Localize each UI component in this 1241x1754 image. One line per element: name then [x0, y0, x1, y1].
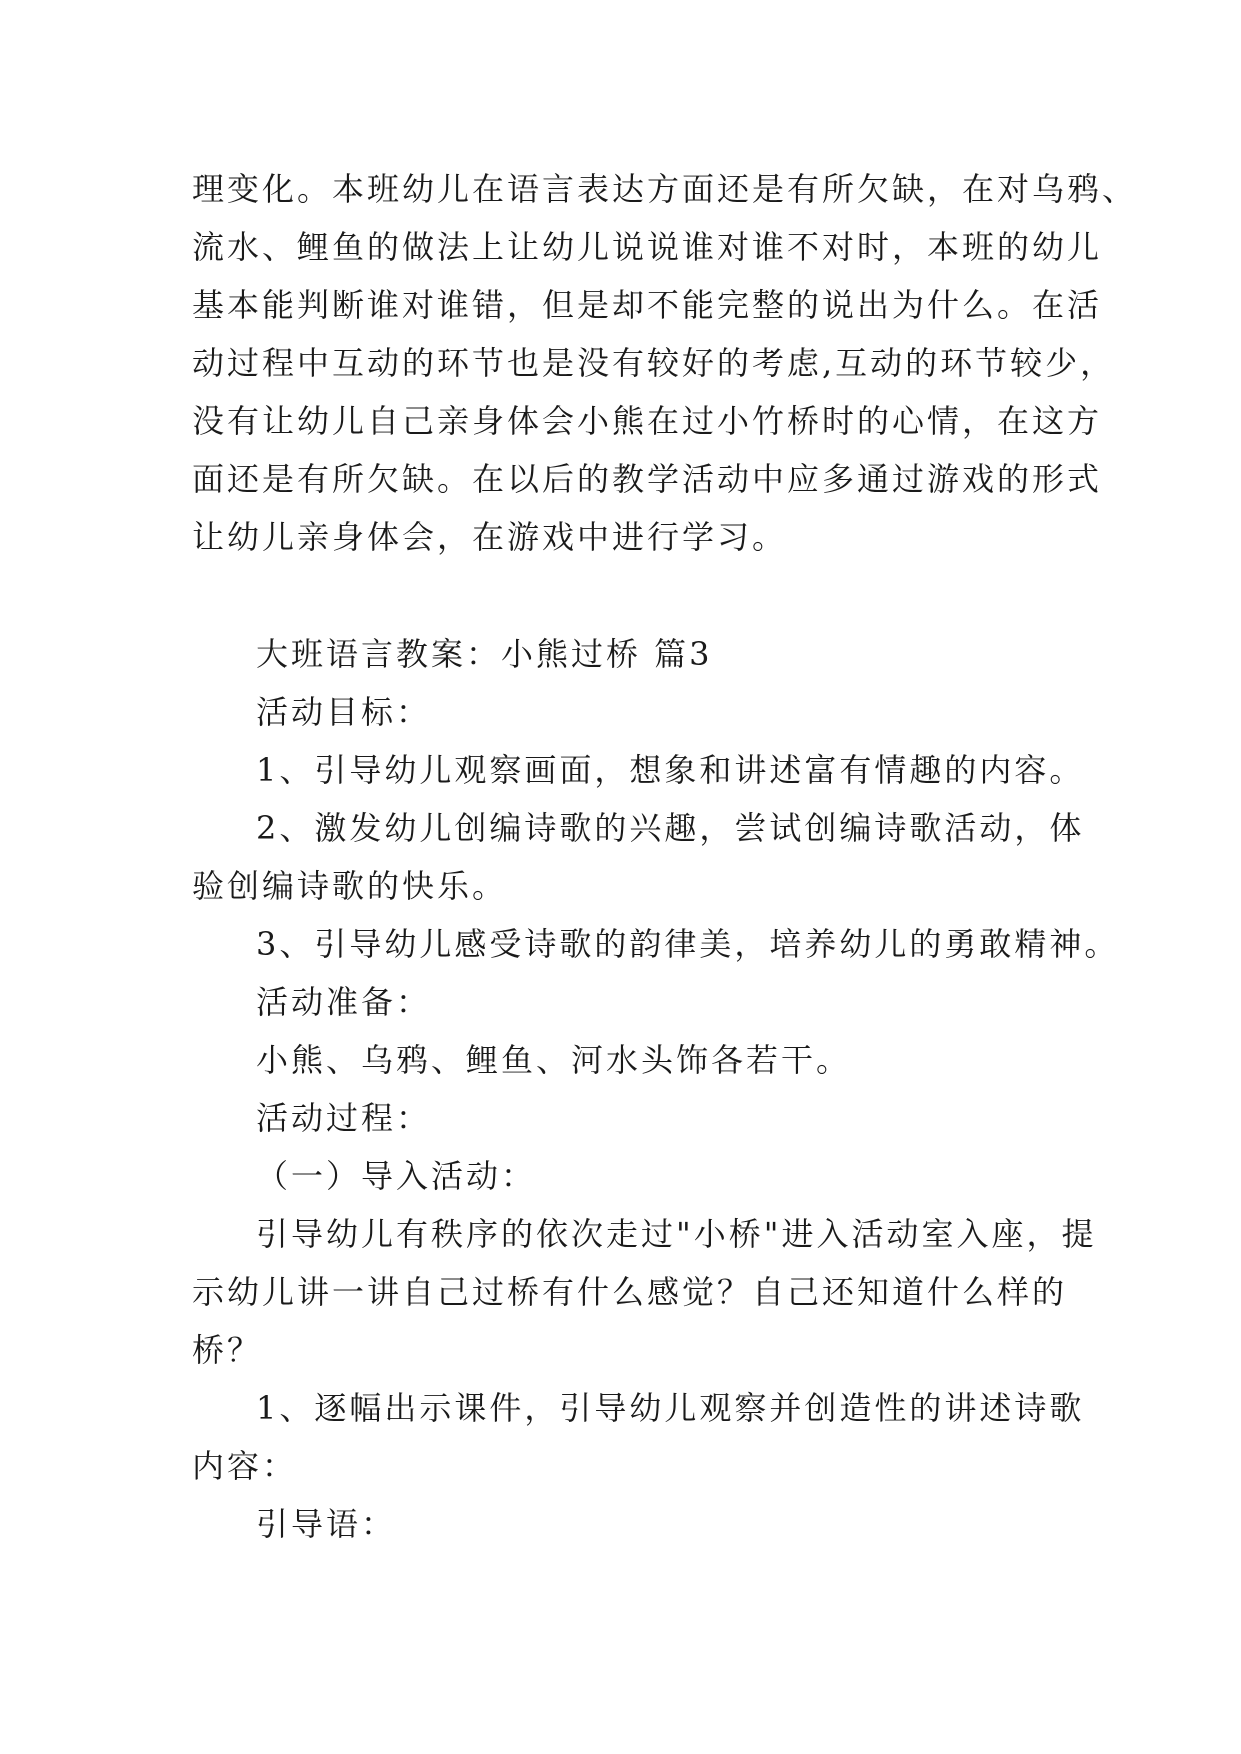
text-line: 让幼儿亲身体会，在游戏中进行学习。 — [192, 518, 788, 556]
continuation-paragraph — [192, 160, 1138, 566]
prep-text: 小熊、乌鸦、鲤鱼、河水头饰各若干。 — [256, 1041, 852, 1079]
text-line: 基本能判断谁对谁错，但是却不能完整的说出为什么。在活 — [192, 286, 1103, 324]
text-line: 理变化。本班幼儿在语言表达方面还是有所欠缺，在对乌鸦、 — [192, 170, 1138, 208]
process-heading: 活动过程： — [256, 1099, 432, 1137]
text-line: 动过程中互动的环节也是没有较好的考虑,互动的环节较少， — [192, 344, 1116, 382]
prep-heading: 活动准备： — [256, 983, 432, 1021]
goals-heading: 活动目标： — [256, 693, 432, 731]
text-line: 没有让幼儿自己亲身体会小熊在过小竹桥时的心情，在这方 — [192, 402, 1103, 440]
section-title: 大班语言教案：小熊过桥 篇3 — [256, 635, 713, 673]
guide-heading: 引导语： — [256, 1505, 397, 1543]
step-1-heading: （一）导入活动： — [256, 1157, 537, 1195]
lesson-section — [192, 625, 1120, 1553]
text-line: 面还是有所欠缺。在以后的教学活动中应多通过游戏的形式 — [192, 460, 1103, 498]
item-1-text: 1、逐幅出示课件，引导幼儿观察并创造性的讲述诗歌 — [256, 1389, 1085, 1427]
goal-item-1: 1、引导幼儿观察画面，想象和讲述富有情趣的内容。 — [256, 751, 1085, 789]
step-1-text: 引导幼儿有秩序的依次走过"小桥"进入活动室入座，提 — [256, 1215, 1097, 1253]
goal-item-2-continued: 验创编诗歌的快乐。 — [192, 867, 508, 905]
text-line: 流水、鲤鱼的做法上让幼儿说说谁对谁不对时，本班的幼儿 — [192, 228, 1103, 266]
step-1-text-continued: 示幼儿讲一讲自己过桥有什么感觉？自己还知道什么样的 — [192, 1273, 1068, 1311]
goal-item-3: 3、引导幼儿感受诗歌的韵律美，培养幼儿的勇敢精神。 — [256, 925, 1120, 963]
item-1-text-continued: 内容： — [192, 1447, 298, 1485]
step-1-text-end: 桥？ — [192, 1331, 263, 1369]
goal-item-2: 2、激发幼儿创编诗歌的兴趣，尝试创编诗歌活动，体 — [256, 809, 1085, 847]
